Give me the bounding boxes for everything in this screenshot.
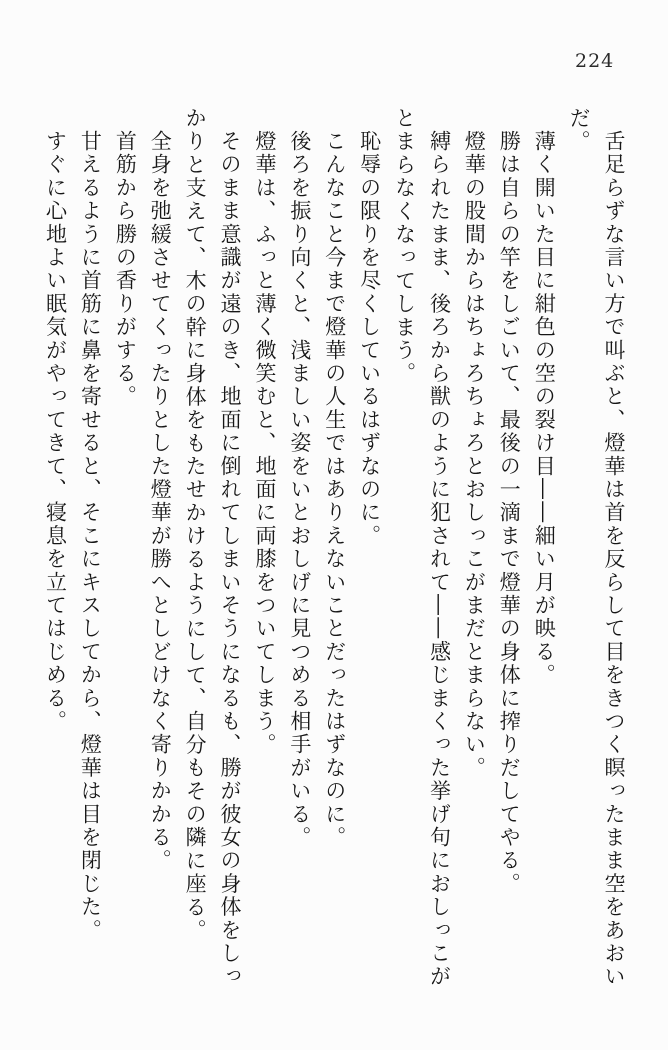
paragraph: 縛られたまま、後ろから獣のように犯されて――感じまくった挙げ句におしっこがとまらなくなってしまう。 bbox=[392, 107, 452, 989]
paragraph: 勝は自らの竿をしごいて、最後の一滴まで燈華の身体に搾りだしてやる。 bbox=[497, 130, 522, 896]
paragraph: こんなこと今まで燈華の人生ではありえないことだったはずなのに。 bbox=[322, 130, 347, 850]
paragraph: 燈華の股間からはちょろちょろとおしっこがまだとまらない。 bbox=[462, 130, 487, 780]
page-number: 224 bbox=[575, 50, 615, 72]
paragraph: 首筋から勝の香りがする。 bbox=[113, 130, 138, 409]
paragraph: 燈華は、ふっと薄く微笑むと、地面に両膝をついてしまう。 bbox=[252, 130, 277, 757]
paragraph: すぐに心地よい眠気がやってきて、寝息を立てはじめる。 bbox=[43, 130, 68, 734]
paragraph: 全身を弛緩させてくったりとした燈華が勝へとしどけなく寄りかかる。 bbox=[148, 130, 173, 873]
paragraph: 薄く開いた目に紺色の空の裂け目――細い月が映る。 bbox=[532, 130, 557, 687]
paragraph: 恥辱の限りを尽くしているはずなのに。 bbox=[357, 130, 382, 548]
paragraph: 舌足らずな言い方で叫ぶと、燈華は首を反らして目をきつく瞑ったまま空をあおいだ。 bbox=[567, 107, 626, 989]
body-text bbox=[38, 107, 631, 991]
paragraph: 甘えるように首筋に鼻を寄せると、そこにキスしてから、燈華は目を閉じた。 bbox=[78, 130, 103, 942]
paragraph: そのまま意識が遠のき、地面に倒れてしまいそうになるも、勝が彼女の身体をしっかりと支えて、木の幹に身体をもたせかけるようにして、自分もその隣に座る。 bbox=[183, 107, 243, 989]
paragraph: 後ろを振り向くと、浅ましい姿をいとおしげに見つめる相手がいる。 bbox=[287, 130, 312, 850]
